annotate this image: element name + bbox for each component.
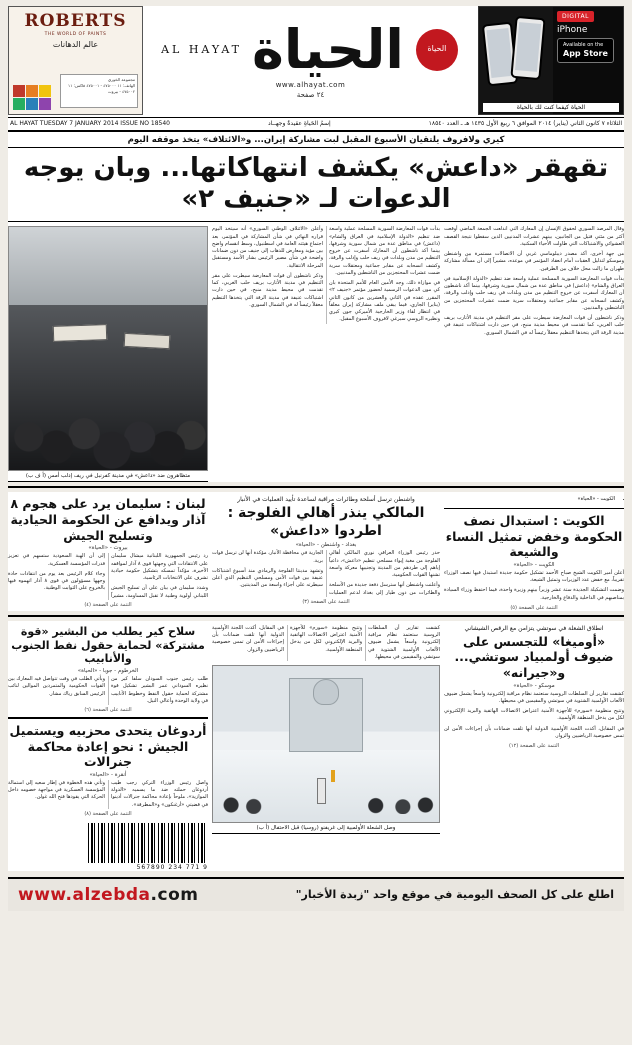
lead-photo-column bbox=[8, 226, 208, 482]
kicker-line: كيري ولافروف يلتقيان الأسبوع المقبل لبت مشاركة إيران... و«الائتلاف» يتخذ موقفه اليوم bbox=[8, 132, 624, 148]
third-band bbox=[8, 621, 624, 871]
roberts-brand: ROBERTS bbox=[24, 11, 127, 31]
lead-photo bbox=[8, 226, 208, 471]
lead-paragraph: وأعلن «الائتلاف الوطني السوري» أنه سيتخذ اليوم قراره النهائي في شأن المشاركة في المؤتمر، بعد اجتماع هيئته العامة في اسطنبول، وسط انقسام واضح بين مؤيد ومعارض للذهاب إلى جنيف من دون ضمانات واضحة في شأن مصير الرئيس بشار الأسد ومستقبل المرحلة الانتقالية. bbox=[212, 226, 323, 269]
top-content bbox=[8, 222, 624, 482]
article-falluja-body: حذر رئيس الوزراء العراقي نوري المالكي أهالي الفلوجة من مغبة إيواء مسلحي تنظيم «داعش»، داعياً إياهم إلى طردهم من المدينة وتجنيبها معركة واسعة تشنها القوات الحكومية. bbox=[329, 550, 440, 579]
right-paragraph: وذكر ناشطون أن قوات المعارضة سيطرت على مقر التنظيم في مدينة الأتارب بريف حلب الغربي، كما تقدمت في محيط مدينة منبج، في حين دارت اشتباكات عنيفة في مدينة الرقة التي يتخذها التنظيم معقلاً رئيساً له في الشمال السوري. bbox=[444, 315, 624, 336]
article-olympics-title: «أوميغا» للتجسس على ضيوف أولمبياد سوتشي... و«جيرانه» bbox=[454, 633, 614, 680]
title-row bbox=[143, 17, 478, 81]
article-kuwait-continued: التتمة على الصفحة (٥) bbox=[510, 604, 558, 611]
article-olympics-continued: التتمة على الصفحة (١٢) bbox=[508, 743, 560, 750]
article-kuwait bbox=[444, 496, 624, 610]
article-pipeline-byline: الخرطوم - جوبا - «الحياة» bbox=[77, 668, 139, 674]
ad-left-roberts[interactable] bbox=[8, 6, 143, 115]
article-lebanon-body: وجاء كلام الرئيس بعد يوم من انتقادات حادة وجهها مسؤولون في قوى ٨ آذار اتهموه فيها بالخروج على الثوابت الوطنية. bbox=[8, 570, 106, 592]
roberts-signature: مجموعة الخوري bbox=[108, 77, 135, 82]
article-erdogan-byline: أنقرة - «الحياة» bbox=[89, 771, 127, 778]
masthead-site-url[interactable]: www.alhayat.com bbox=[275, 80, 346, 89]
article-kuwait-title: الكويت : استبدال نصف الحكومة وخفض تمثيل النساء والشيعة bbox=[445, 512, 623, 560]
article-falluja bbox=[212, 496, 440, 610]
article-kuwait-byline-2: الكويت - «الحياة» bbox=[513, 561, 555, 568]
right-paragraph: بدأت قوات المعارضة السورية المسلحة عملية واسعة ضد تنظيم «الدولة الإسلامية في العراق والشام» (داعش) في مناطق عدة من شمال سورية وشرقها، بينما أكد ناشطون أن المعارك أسفرت عن خروج التنظيم من مدن وبلدات في ريف حلب وإدلب والرقة، وكشف انسحابه عن مقابر جماعية ومعتقلات سرية ضمت عشرات المحتجزين من الناشطين والمدنيين. bbox=[444, 275, 624, 311]
masthead-slogan: إسمُ الحَياةِ عقيدةٌ وجهــاد bbox=[267, 120, 331, 127]
olympics-photo-caption: وصل الشعلة الأولمبية إلى غريفنو (روسيا) قبل الاحتفال (أ ب) bbox=[212, 823, 440, 834]
digital-badge: DIGITAL bbox=[557, 11, 594, 22]
phone-icon-2 bbox=[510, 16, 545, 80]
lead-story-right-column bbox=[444, 226, 624, 482]
masthead-arabic-title: الحياة bbox=[252, 17, 404, 81]
olympics-side-body: وتتيح منظومة «سورم» للأجهزة الأمنية اعتراض الاتصالات الهاتفية والبريد الإلكتروني لكل من يدخل المنطقة الأولمبية. bbox=[290, 624, 362, 653]
list-item: • الكويت - «الحياة» bbox=[444, 496, 615, 504]
app-store-big: App Store bbox=[563, 48, 608, 58]
article-erdogan-body: واصل رئيس الوزراء التركي رجب طيب أردوغان حملته ضد ما يسميه «الدولة الموازية»، ملوحاً بإعادة محاكمة جنرالات أدينوا في قضيتي «أرغنكون» و«المطرقة». bbox=[111, 779, 208, 808]
barcode-icon bbox=[88, 823, 208, 863]
date-bar-arabic: الثلاثاء ٧ كانون الثاني (يناير) ٢٠١٤ الموافق ٦ ربيع الأول ١٤٣٥ هـ ـ العدد ١٨٥٤٠ bbox=[428, 120, 622, 127]
paint-swatches bbox=[13, 85, 51, 110]
article-falluja-byline: بغداد - واشنطن - «الحياة» bbox=[295, 542, 357, 549]
article-lebanon-continued: التتمة على الصفحة (٤) bbox=[84, 601, 132, 608]
masthead-pages-note: ٢٤ صفحة bbox=[296, 90, 325, 99]
second-band bbox=[8, 492, 624, 610]
article-olympics-body: كشفت تقارير أن السلطات الروسية ستعتمد نظام مراقبة إلكترونية واسعاً يشمل ضيوف الألعاب الأولمبية الشتوية في سوتشي والمقيمين في محيطها. bbox=[444, 690, 624, 704]
article-lebanon-body: رد رئيس الجمهورية اللبنانية ميشال سليمان على الانتقادات التي وجهتها قوى ٨ آذار لمواقفه الأخيرة، مؤكداً تمسكه بتشكيل حكومة حيادية تشرف على الانتخابات الرئاسية. bbox=[111, 553, 208, 581]
article-lebanon-title: لبنان : سليمان يرد على هجوم ٨ آذار ويدافع عن الحكومة الحيادية وتسليح الجيش bbox=[10, 496, 206, 543]
ad-right-footer: الحياة كيفما كنت لك بالحياة bbox=[483, 103, 619, 112]
lead-story-text bbox=[212, 226, 440, 482]
phone-illustration bbox=[479, 7, 553, 114]
date-bar-english: AL HAYAT TUESDAY 7 JANUARY 2014 ISSUE NO 18540 bbox=[10, 120, 170, 127]
article-olympics-overline: انطلاق الشعلة في سوتشي يتزامن مع الرقص الشيشاني bbox=[464, 624, 604, 632]
ad-right-alhayat-digital[interactable] bbox=[478, 6, 624, 115]
article-kuwait-body: وضمت التشكيلة الجديدة ستة عشر وزيراً بينهم وزيرة واحدة، فيما احتفظ وزراء السيادة بمناصبهم في الداخلية والدفاع والخارجية. bbox=[444, 587, 624, 601]
lead-paragraph: وذكر ناشطون أن قوات المعارضة سيطرت على مقر التنظيم في مدينة الأتارب بريف حلب الغربي، كما تقدمت في محيط مدينة منبج، في حين دارت اشتباكات عنيفة في مدينة الرقة التي يتخذها التنظيم معقلاً رئيساً له في الشمال السوري. bbox=[212, 272, 323, 308]
article-lebanon bbox=[8, 496, 208, 610]
article-olympics-byline: موسكو - «الحياة» bbox=[513, 682, 555, 689]
roberts-brand-sub: THE WORLD OF PAINTS bbox=[44, 32, 107, 37]
right-paragraph: وقال المرصد السوري لحقوق الإنسان إن المعارك التي اندلعت الجمعة الماضي أوقعت أكثر من مئتي قتيل من الجانبين، بينهم عشرات المدنيين الذين سقطوا نتيجة القصف العشوائي والاشتباكات التي طاولت الأحياء السكنية. bbox=[444, 226, 624, 247]
main-headline: تقهقر «داعش» يكشف انتهاكاتها... وبان يوجه الدعوات لـ «جنيف ٢» bbox=[8, 148, 624, 222]
title-block bbox=[143, 6, 478, 115]
article-pipeline-title: سلاح كير يطلب من البشير «قوة مشتركة» لحماية حقول نفط الجنوب والأنابيب bbox=[11, 624, 205, 666]
article-pipeline-continued: التتمة على الصفحة (٦) bbox=[84, 707, 132, 713]
footer-tagline: اطلع على كل الصحف اليومية في موقع واحد "زبدة الأخبار" bbox=[295, 888, 614, 902]
alhayat-logo-icon: الحياة bbox=[416, 29, 458, 71]
olympics-photo bbox=[212, 665, 440, 823]
footer-url-tld: .com bbox=[150, 884, 199, 905]
article-pipeline-body: طلب رئيس جنوب السودان سلفا كير من نظيره السوداني عمر البشير تشكيل قوة مشتركة لحماية حقول النفط وخطوط الأنابيب في ولاية الوحدة وأعالي النيل. bbox=[111, 676, 208, 704]
article-erdogan-continued: التتمة على الصفحة (٨) bbox=[84, 810, 132, 817]
app-store-button[interactable] bbox=[557, 38, 614, 63]
right-paragraph: من جهة أخرى، أكد مصدر ديبلوماسي غربي أن الاتصالات مستمرة بين واشنطن وموسكو لتذليل العقبات أمام انعقاد المؤتمر في موعده، مشيراً إلى أن مسألة مشاركة طهران ما زالت محل خلاف بين الطرفين. bbox=[444, 251, 624, 272]
article-olympics bbox=[444, 625, 624, 871]
footer-banner[interactable] bbox=[8, 877, 624, 911]
roberts-contact bbox=[60, 74, 138, 108]
article-pipeline bbox=[8, 625, 208, 871]
lead-paragraph: بدأت قوات المعارضة السورية المسلحة عملية واسعة ضد تنظيم «الدولة الإسلامية في العراق والشام» (داعش) في مناطق عدة من شمال سورية وشرقها، بينما أكد ناشطون أن المعارك أسفرت عن خروج التنظيم من مدن وبلدات في ريف حلب وإدلب والرقة، وكشف انسحابه عن مقابر جماعية ومعتقلات سرية ضمت عشرات المحتجزين من الناشطين والمدنيين. bbox=[329, 226, 440, 276]
article-kuwait-bullets bbox=[444, 496, 624, 504]
masthead bbox=[8, 6, 624, 118]
article-olympics-body: في المقابل، أكدت اللجنة الأولمبية الدولية أنها تلقت ضمانات بأن إجراءات الأمن لن تمس خصوصية الرياضيين والزوار. bbox=[444, 725, 624, 739]
article-olympics-photo-column bbox=[212, 625, 440, 871]
article-olympics-body: وتتيح منظومة «سورم» للأجهزة الأمنية اعتراض الاتصالات الهاتفية والبريد الإلكتروني لكل من يدخل المنطقة الأولمبية. bbox=[444, 708, 624, 722]
lead-paragraph: في موازاة ذلك، وجه الأمين العام للأمم المتحدة بان كي مون الدعوات الرسمية لحضور مؤتمر «جنيف ٢» المقرر عقده في الثاني والعشرين من كانون الثاني (يناير) الجاري، فيما يبقى ملف مشاركة إيران معلقاً في انتظار لقاء وزير الخارجية الأميركي جون كيري ونظيره الروسي سيرغي لافروف الأسبوع المقبل. bbox=[329, 280, 440, 323]
barcode-block bbox=[8, 823, 208, 871]
iphone-label: iPhone bbox=[557, 25, 588, 35]
date-bar bbox=[8, 118, 624, 132]
article-kuwait-body: أعلن أمير الكويت الشيخ صباح الأحمد تشكيل حكومة جديدة استبدل فيها نصف الوزراء تقريباً، مع خفض عدد الوزيرات وتمثيل الشيعة. bbox=[444, 569, 624, 583]
article-falluja-overline: واشنطن ترسل أسلحة وطائرات مراقبة لساعدة تأييد العمليات في الأنبار bbox=[237, 496, 415, 504]
roberts-contact-lines: الهاتف: ١١ ٤٧٥٠٠٠ - ٤٧٥٠٠١ فاكس: ١١ ٤٧٥٠٠٢ - بيروت bbox=[68, 83, 135, 94]
article-falluja-continued: التتمة على الصفحة (٣) bbox=[302, 598, 350, 605]
footer-url[interactable] bbox=[18, 885, 198, 905]
app-store-small: Available on the bbox=[563, 42, 604, 48]
barcode-number: 9 771 234 567890 bbox=[136, 863, 208, 871]
olympics-side-body: كشفت تقارير أن السلطات الروسية ستعتمد نظام مراقبة إلكترونية واسعاً يشمل ضيوف الألعاب الأولمبية الشتوية في سوتشي والمقيمين في محيطها. bbox=[368, 624, 440, 660]
lead-photo-caption: متظاهرون ضد «داعش» في مدينة كفرنبل في ريف إدلب أمس (أ ف ب) bbox=[8, 471, 208, 482]
olympics-side-body: في المقابل، أكدت اللجنة الأولمبية الدولية أنها تلقت ضمانات بأن إجراءات الأمن لن تمس خصوصية الرياضيين والزوار. bbox=[212, 624, 284, 653]
ad-right-text bbox=[553, 7, 623, 114]
article-erdogan-body: وتأتي هذه الخطوة في إطار سعيه إلى استمالة المؤسسة العسكرية في مواجهة خصومه داخل الحركة التي يقودها فتح الله غولن. bbox=[8, 779, 105, 801]
footer-url-main: www.alzebda bbox=[18, 884, 151, 905]
article-pipeline-body: ويأتي الطلب في وقت تتواصل فيه المعارك بين القوات الحكومية والمتمردين الموالين لنائب الرئيس السابق رياك مشار. bbox=[8, 676, 105, 697]
roberts-tagline: عالم الدهانات bbox=[52, 40, 99, 49]
article-falluja-title: المالكي ينذر أهالي الفلوجة : اطردوا «داعش» bbox=[227, 505, 425, 539]
article-falluja-body: وأعلنت واشنطن أنها سترسل دفعة جديدة من الأسلحة والطائرات من دون طيار إلى بغداد لدعم العمليات الجارية في محافظة الأنبار، مؤكدة أنها لن ترسل قوات برية. bbox=[212, 550, 440, 596]
article-lebanon-body: وشدد سليمان في بيان على أن تسليح الجيش اللبناني أولوية وطنية لا تقبل المساومة، مشيراً إلى أن الهبة السعودية ستسهم في تعزيز قدرات المؤسسة العسكرية. bbox=[8, 553, 208, 599]
article-falluja-body: وتشهد مدينتا الفلوجة والرمادي منذ أسبوع اشتباكات عنيفة بين قوات الأمن ومسلحي التنظيم الذي أعلن سيطرته على أجزاء واسعة من المدينتين. bbox=[212, 567, 323, 589]
article-erdogan-title: أردوغان يتحدى محزبيه ويستميل الجيش : نحو إعادة محاكمة جنرالات bbox=[9, 723, 207, 770]
article-lebanon-byline: بيروت - «الحياة» bbox=[88, 545, 128, 552]
masthead-english-title: AL HAYAT bbox=[161, 43, 243, 56]
